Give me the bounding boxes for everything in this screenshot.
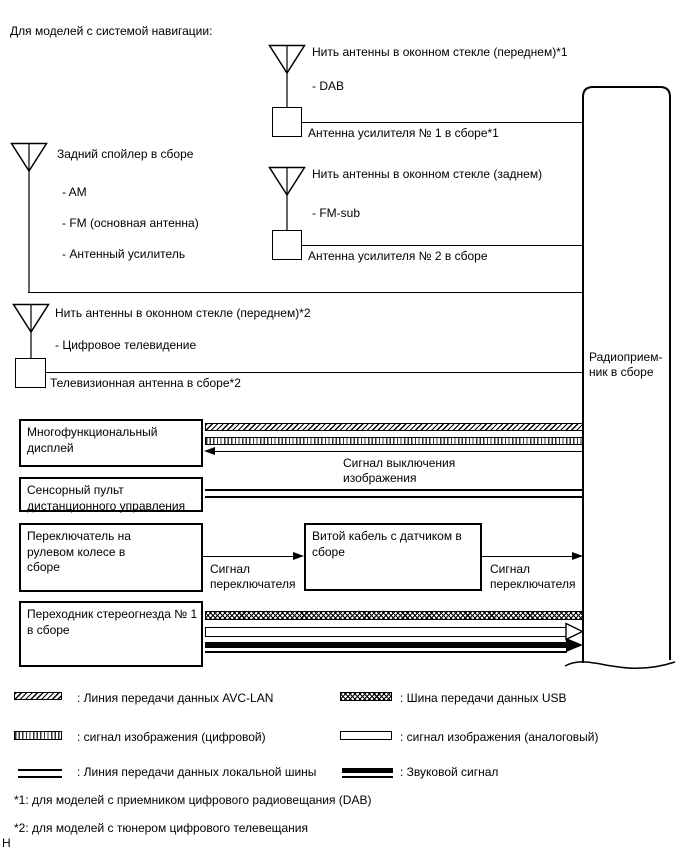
- steering-switch-label: Переключатель на рулевом колесе в сборе: [27, 529, 131, 575]
- spoiler-item-fm: - FM (основная антенна): [62, 216, 199, 230]
- local-bus-line: [205, 496, 583, 498]
- avclan-line: [205, 423, 583, 431]
- wire-antenna-amp-1: [302, 122, 583, 123]
- spoiler-item-amp: - Антенный усилитель: [62, 247, 186, 261]
- switch-signal-line-1: [203, 556, 294, 557]
- footnote-1: *1: для моделей с приемником цифрового радиовещания (DAB): [14, 793, 372, 807]
- antenna-1-unit-label: Антенна усилителя № 1 в сборе*1: [308, 126, 499, 140]
- local-bus-line: [205, 489, 583, 491]
- spiral-cable-box: [304, 523, 482, 591]
- legend-avclan-label: : Линия передачи данных AVC-LAN: [77, 691, 274, 705]
- antenna-icon: [12, 303, 50, 359]
- antenna-2-name: Нить антенны в оконном стекле (заднем): [312, 167, 543, 181]
- antenna-icon: [268, 44, 306, 107]
- tv-antenna-box: [15, 358, 46, 388]
- stereo-adapter-box: [19, 601, 203, 667]
- audio-signal-line-thin: [205, 651, 567, 653]
- solid-arrow-icon: [566, 638, 583, 652]
- tv-antenna-unit-label: Телевизионная антенна в сборе*2: [50, 376, 241, 390]
- legend-usb-swatch: [340, 692, 392, 701]
- stereo-adapter-label: Переходник стереогнезда № 1 в сборе: [27, 607, 198, 637]
- usb-bus-line: [205, 611, 583, 620]
- footnote-2: *2: для моделей с тюнером цифрового телевещания: [14, 821, 308, 835]
- legend-usb-label: : Шина передачи данных USB: [400, 691, 567, 705]
- tv-antenna-name: Нить антенны в оконном стекле (переднем)*2: [55, 306, 311, 320]
- arrow-right-icon: [572, 552, 583, 560]
- legend-localbus-swatch: [18, 769, 62, 771]
- antenna-amplifier-1-box: [272, 107, 302, 137]
- wire-tv-antenna: [46, 372, 583, 373]
- digital-image-signal-line: [205, 437, 583, 445]
- antenna-1-band: - DAB: [312, 79, 345, 93]
- touch-panel-label: Сенсорный пульт дистанционного управления: [27, 483, 186, 513]
- image-off-signal-label: Сигнал выключения изображения: [343, 456, 456, 485]
- touch-panel-box: [19, 477, 203, 512]
- legend-digital-label: : сигнал изображения (цифровой): [77, 730, 266, 744]
- spiral-cable-label: Витой кабель с датчиком в сборе: [312, 529, 462, 559]
- receiver-label-line1: Радиоприем-: [589, 350, 663, 364]
- switch-signal-line-2: [482, 556, 572, 557]
- legend-analog-swatch: [340, 731, 392, 740]
- spoiler-name: Задний спойлер в сборе: [57, 147, 194, 161]
- antenna-1-name: Нить антенны в оконном стекле (переднем)*1: [312, 45, 568, 59]
- tv-antenna-band: - Цифровое телевидение: [55, 338, 197, 352]
- wire-antenna-amp-2: [302, 245, 583, 246]
- steering-switch-box: [19, 523, 203, 592]
- legend-localbus-swatch: [18, 776, 62, 778]
- antenna-2-band: - FM-sub: [312, 206, 360, 220]
- multifunction-display-box: [19, 419, 203, 467]
- antenna-2-unit-label: Антенна усилителя № 2 в сборе: [308, 249, 488, 263]
- legend-digital-swatch: [14, 731, 62, 740]
- analog-image-signal-line: [205, 627, 567, 637]
- wire-rear-spoiler: [28, 292, 583, 293]
- switch-signal-label-1: Сигнал переключателя: [210, 562, 296, 591]
- page-title: Для моделей с системой навигации:: [10, 24, 213, 38]
- arrow-right-icon: [293, 552, 304, 560]
- antenna-icon: [10, 142, 48, 293]
- legend-audio-swatch-thin: [342, 776, 393, 778]
- multifunction-display-label: Многофункциональный дисплей: [27, 425, 158, 455]
- receiver-label-line2: ник в сборе: [589, 365, 654, 379]
- legend-audio-swatch: [342, 768, 393, 773]
- legend-analog-label: : сигнал изображения (аналоговый): [400, 730, 599, 744]
- radio-receiver-box: [563, 84, 677, 684]
- arrow-left-icon: [204, 447, 215, 455]
- page-marker: Н: [2, 836, 11, 850]
- switch-signal-label-2: Сигнал переключателя: [490, 562, 576, 591]
- legend-localbus-label: : Линия передачи данных локальной шины: [77, 765, 317, 779]
- legend-avclan-swatch: [14, 692, 62, 700]
- image-off-signal-line: [213, 451, 583, 452]
- receiver-label: [589, 350, 662, 380]
- antenna-icon: [268, 166, 306, 230]
- audio-signal-line: [205, 642, 567, 648]
- antenna-amplifier-2-box: [272, 230, 302, 260]
- legend-audio-label: : Звуковой сигнал: [400, 765, 499, 779]
- spoiler-item-am: - AM: [62, 185, 87, 199]
